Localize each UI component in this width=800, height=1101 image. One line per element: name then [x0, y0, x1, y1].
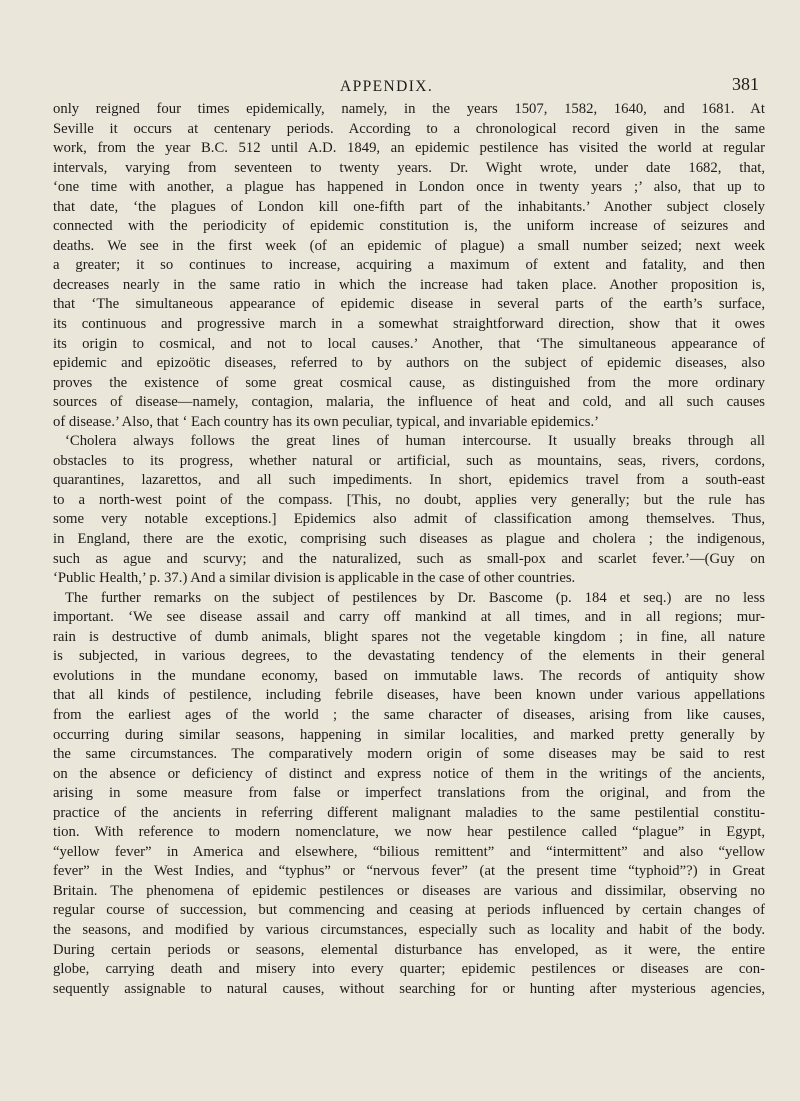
text-line: sequently assignable to natural causes, without searching for or hunting after mysterious agencies,: [53, 980, 765, 997]
text-line: deaths. We see in the first week (of an epidemic of plague) a small number seized; next week: [53, 237, 765, 254]
text-line: intervals, varying from seventeen to twenty years. Dr. Wight wrote, under date 1682, that,: [53, 159, 765, 176]
text-line: Seville it occurs at centenary periods. According to a chronological record given in the same: [53, 120, 765, 137]
page-number: 381: [732, 74, 759, 94]
text-line: ‘one time with another, a plague has happened in London once in twenty years ;’ also, that up to: [53, 179, 765, 196]
text-line: regular course of succession, but commencing and ceasing at periods influenced by certain changes of: [53, 902, 765, 919]
text-line: arising in some measure from false or imperfect translations from the original, and from the: [53, 785, 765, 802]
text-line: work, from the year B.C. 512 until A.D. 1849, an epidemic pestilence has visited the world at regular: [53, 140, 765, 157]
text-line: sources of disease—namely, contagion, malaria, the influence of heat and cold, and all such causes: [53, 394, 765, 411]
text-line: a greater; it so continues to increase, acquiring a maximum of extent and fatality, and then: [53, 257, 765, 274]
text-line: globe, carrying death and misery into every quarter; epidemic pestilences or diseases are con-: [53, 961, 765, 978]
text-line: The further remarks on the subject of pestilences by Dr. Bascome (p. 184 et seq.) are no less: [65, 589, 765, 606]
text-line: fever” in the West Indies, and “typhus” or “nervous fever” (at the present time “typhoid”?) in Great: [53, 863, 765, 880]
text-line: During certain periods or seasons, elemental disturbance has enveloped, as it were, the entire: [53, 941, 765, 958]
text-line: its origin to cosmical, and not to local causes.’ Another, that ‘The simultaneous appearance of: [53, 335, 765, 352]
text-line: “yellow fever” in America and elsewhere, “bilious remittent” and “intermittent” and also “yellow: [53, 843, 765, 860]
text-line: epidemic and epizoötic diseases, referred to by authors on the subject of epidemic diseases, also: [53, 355, 765, 372]
text-line: Britain. The phenomena of epidemic pestilences or diseases are various and dissimilar, observing no: [53, 882, 765, 899]
text-line: to a north-west point of the compass. [This, no doubt, applies very generally; but the rule has: [53, 491, 765, 508]
running-title: APPENDIX.: [340, 78, 434, 95]
text-line: that all kinds of pestilence, including febrile diseases, have been known under various appellations: [53, 687, 765, 704]
text-line: quarantines, lazarettos, and all such impediments. In short, epidemics travel from a south-east: [53, 472, 765, 489]
text-line: its continuous and progressive march in a somewhat straightforward direction, show that it owes: [53, 316, 765, 333]
text-line: in England, there are the exotic, comprising such diseases as plague and cholera ; the indigenous,: [53, 531, 765, 548]
text-line: only reigned four times epidemically, namely, in the years 1507, 1582, 1640, and 1681. At: [53, 101, 765, 117]
text-line: the same circumstances. The comparatively modern origin of some diseases may be said to rest: [53, 746, 765, 763]
running-head: [0, 74, 800, 100]
text-line: ‘Cholera always follows the great lines of human intercourse. It usually breaks through all: [65, 433, 765, 450]
text-line: some very notable exceptions.] Epidemics also admit of classification among themselves. Thus,: [53, 511, 765, 528]
body-text: [53, 100, 765, 999]
text-line: important. ‘We see disease assail and carry off mankind at all times, and in all regions; mur-: [53, 609, 765, 626]
text-line: that date, ‘the plagues of London kill one-fifth part of the inhabitants.’ Another subject closely: [53, 198, 765, 215]
text-line: obstacles to its progress, whether natural or artificial, such as mountains, seas, rivers, cordons,: [53, 452, 765, 469]
text-line: decreases nearly in the same ratio in which the increase had taken place. Another proposition is,: [53, 276, 765, 293]
text-line: that ‘The simultaneous appearance of epidemic disease in several parts of the earth’s surface,: [53, 296, 765, 313]
text-line: of disease.’ Also, that ‘ Each country has its own peculiar, typical, and invariable epidemics.’: [53, 413, 600, 430]
text-line: on the absence or deficiency of distinct and express notice of them in the writings of the ancients,: [53, 765, 765, 782]
text-line: the seasons, and modified by various circumstances, especially such as locality and habit of the body.: [53, 921, 765, 938]
text-line: rain is destructive of dumb animals, blight spares not the vegetable kingdom ; in fine, all nature: [53, 628, 765, 645]
text-line: evolutions in the mundane economy, based on immutable laws. The records of antiquity show: [53, 667, 765, 684]
text-line: such as ague and scurvy; and the naturalized, such as small-pox and scarlet fever.’—(Guy on: [53, 550, 765, 567]
text-line: tion. With reference to modern nomenclature, we now hear pestilence called “plague” in Egypt,: [53, 824, 765, 841]
text-line: ‘Public Health,’ p. 37.) And a similar division is applicable in the case of other countries.: [53, 570, 576, 587]
text-line: is subjected, in various degrees, to the devastating tendency of the elements in their general: [53, 648, 765, 665]
text-line: practice of the ancients in referring different malignant maladies to the same pestilential constitu-: [53, 804, 765, 821]
text-line: from the earliest ages of the world ; the same character of diseases, arising from like causes,: [53, 706, 765, 723]
text-line: occurring during similar seasons, happening in similar localities, and marked pretty generally by: [53, 726, 765, 743]
text-line: connected with the periodicity of epidemic constitution is, the uniform increase of seizures and: [53, 218, 765, 235]
text-line: proves the existence of some great cosmical cause, as distinguished from the more ordinary: [53, 374, 765, 391]
